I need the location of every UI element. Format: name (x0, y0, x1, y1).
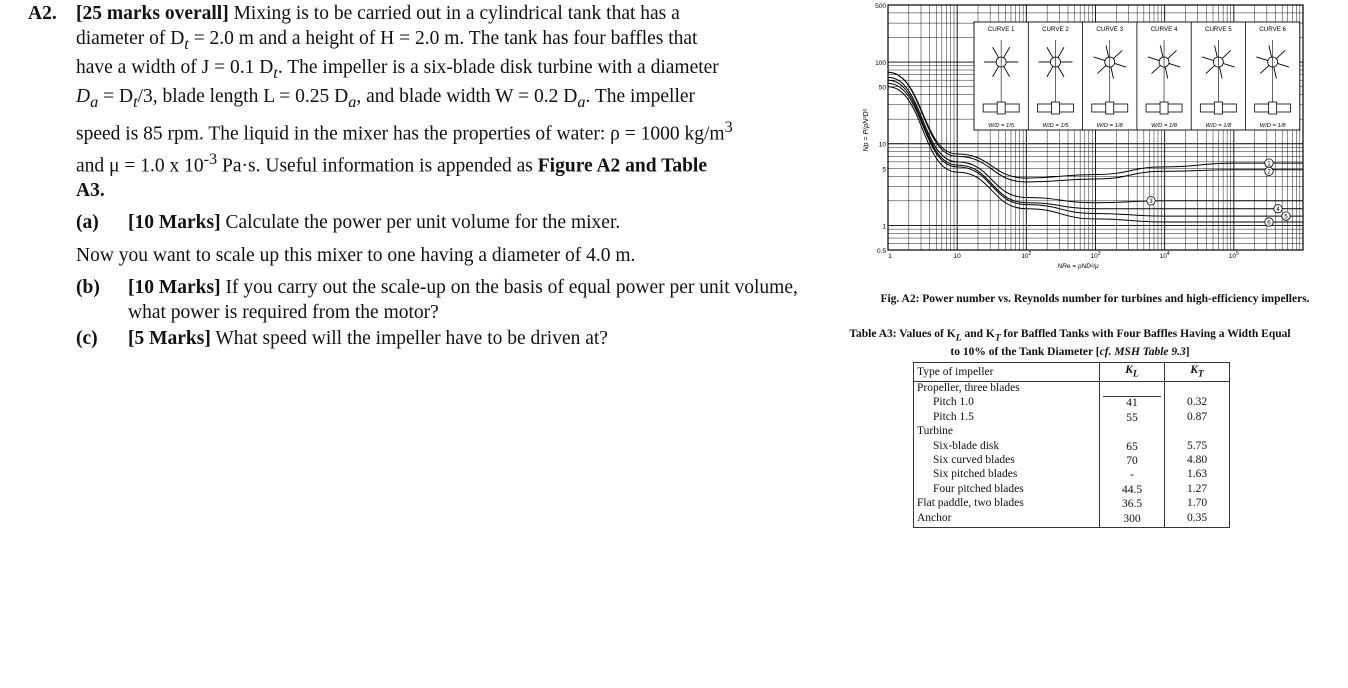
kt-value: 1.27 (1186, 482, 1208, 495)
part-a (28, 211, 798, 236)
curve-marker-number: 1 (1267, 160, 1271, 168)
kl-kt-table (913, 362, 1230, 528)
intro-line: . The impeller is a six-blade disk turbine with a diameter (277, 56, 719, 78)
sub-a: a (90, 93, 99, 112)
part-b-marks: [10 Marks] (128, 277, 221, 299)
kt-value: 0.35 (1186, 511, 1208, 524)
impeller-type-name: Four pitched blades (933, 482, 1024, 495)
y-tick-label: 500 (875, 3, 886, 10)
question-marks: [25 marks overall] (76, 3, 229, 24)
intro-line: speed is 85 rpm. The liquid in the mixer has the properties of water: ρ = 1000 kg/m (76, 123, 725, 145)
impeller-hub-side-icon (1106, 102, 1114, 114)
table-header-row (914, 363, 1230, 382)
impeller-hub-side-icon (1269, 102, 1277, 114)
impeller-type-name: Pitch 1.5 (933, 410, 974, 423)
question-block (28, 2, 798, 352)
part-c (28, 327, 798, 352)
sub-t: t (273, 63, 278, 82)
intro-line: Pa·s. Useful information is appended as (217, 155, 533, 177)
kt-value: 0.87 (1186, 410, 1208, 423)
kl-value: 44.5 (1121, 483, 1143, 496)
y-tick-label: 100 (875, 60, 886, 68)
curve-label: CURVE 2 (1042, 26, 1069, 33)
header-type: Type of impeller (914, 363, 1100, 382)
x-tick-exponent: 5 (1236, 251, 1239, 257)
kl-value: 41 (1103, 396, 1161, 411)
sup-neg3: -3 (203, 149, 218, 168)
intro-line: . The impeller (585, 86, 696, 108)
intro-line: Mixing is to be carried out in a cylindrical tank that has a (233, 3, 680, 24)
part-a-text: Calculate the power per unit volume for the mixer. (225, 212, 621, 234)
kl-value: 36.5 (1121, 498, 1143, 511)
y-tick-label: 10 (878, 141, 886, 149)
curve-label: CURVE 1 (987, 26, 1015, 33)
x-axis-label: NRe = ρND²/μ (1057, 263, 1099, 270)
x-tick-label: 10 (953, 253, 961, 260)
intro-line: diameter of D (76, 27, 185, 49)
kl-value: - (1130, 469, 1134, 482)
question-number: A2. (28, 3, 57, 24)
curve-marker-number: 4 (1276, 206, 1280, 214)
kl-value: 55 (1126, 411, 1138, 424)
wd-ratio-label: W/D = 1/5 (1042, 123, 1069, 129)
impeller-diagrams (974, 22, 1300, 130)
header-kl-sub: L (1132, 367, 1139, 379)
curve-marker-number: 2 (1267, 168, 1271, 176)
impeller-type-name: Six-blade disk (933, 439, 1000, 452)
y-tick-label: 0.5 (876, 248, 886, 255)
part-a-label: (a) (76, 212, 99, 234)
x-tick-exponent: 3 (1097, 251, 1101, 257)
x-tick-exponent: 4 (1166, 251, 1170, 257)
figure-reference: Figure A2 and Table (537, 155, 708, 177)
x-tick-label: $10^2$ (1021, 251, 1032, 260)
header-kt (1165, 363, 1230, 382)
table-body-row (914, 382, 1230, 528)
impeller-hub-side-icon (1214, 102, 1222, 114)
kl-value: 70 (1126, 454, 1138, 467)
scale-up-text: Now you want to scale up this mixer to one having a diameter of 4.0 m. (76, 244, 636, 266)
caption-part: ] (1185, 346, 1190, 359)
x-tick-label: $10^5$ (1228, 251, 1239, 260)
curve-label: CURVE 3 (1096, 26, 1124, 33)
part-c-label: (c) (76, 328, 98, 350)
intro-line: = D (98, 86, 134, 108)
x-tick-label: 1 (888, 253, 892, 260)
intro-line: = 2.0 m and a height of H = 2.0 m. The tank has four baffles that (188, 27, 698, 49)
intro-line: have a width of J = 0.1 D (76, 56, 274, 78)
impeller-type-name: Propeller, three blades (917, 382, 1020, 394)
impeller-hub-side-icon (1160, 102, 1168, 114)
caption-part: and K (961, 328, 995, 340)
header-kt-sub: T (1197, 367, 1204, 379)
power-number-chart (848, 0, 1308, 290)
part-b-label: (b) (76, 277, 100, 299)
curve-label: CURVE 4 (1150, 26, 1178, 33)
x-tick-label: $10^4$ (1159, 251, 1170, 260)
power-number-figure (848, 0, 1308, 290)
y-tick-label: 50 (878, 84, 886, 92)
kl-value (1103, 382, 1161, 396)
curve-marker-number: 3 (1149, 198, 1153, 206)
intro-line: and μ = 1.0 x 10 (76, 155, 204, 177)
wd-ratio-label: W/D = 1/8 (1151, 123, 1178, 129)
y-tick-label: 1 (882, 223, 886, 231)
figure-caption: Fig. A2: Power number vs. Reynolds number for turbines and high-efficiency impellers. (880, 293, 1310, 305)
wd-ratio-label: W/D = 1/8 (1205, 123, 1232, 129)
wd-ratio-label: W/D = 1/8 (1096, 123, 1123, 129)
question-intro (28, 2, 798, 203)
curve-label: CURVE 6 (1259, 26, 1287, 33)
intro-line: , and blade width W = 0.2 D (356, 86, 578, 108)
part-c-marks: [5 Marks] (128, 328, 211, 350)
curve-label: CURVE 5 (1204, 26, 1232, 33)
sup-3: 3 (724, 117, 733, 136)
kt-value: 5.75 (1186, 439, 1208, 452)
part-c-text: What speed will the impeller have to be driven at? (215, 328, 608, 350)
curve-marker-number: 5 (1284, 213, 1288, 221)
impeller-names (914, 382, 1100, 528)
caption-part: Table A3: Values of K (849, 328, 956, 340)
kt-value: 4.80 (1186, 453, 1208, 466)
wd-ratio-label: W/D = 1/8 (1259, 123, 1286, 129)
part-b (28, 276, 798, 325)
sub-t: t (133, 93, 138, 112)
impeller-type-name: Flat paddle, two blades (917, 497, 1024, 510)
impeller-hub-side-icon (1051, 102, 1059, 114)
wd-ratio-label: W/D = 1/5 (988, 123, 1015, 129)
curve-marker-number: 6 (1267, 219, 1271, 227)
sub-t: t (184, 34, 189, 53)
impeller-type-name: Six curved blades (933, 453, 1015, 466)
kt-value (1168, 425, 1226, 439)
kt-value: 1.70 (1186, 497, 1208, 510)
part-a-marks: [10 Marks] (128, 212, 221, 234)
x-tick-exponent: 2 (1028, 251, 1032, 257)
header-kl (1100, 363, 1165, 382)
intro-line: D (76, 86, 91, 108)
kt-value: 1.63 (1186, 468, 1208, 481)
impeller-type-name: Anchor (917, 511, 952, 524)
kt-values (1165, 382, 1230, 528)
kt-value: 0.32 (1186, 396, 1208, 409)
table-reference: A3. (76, 179, 105, 201)
header-kl-k: K (1125, 363, 1133, 376)
caption-cf: cf. MSH Table 9.3 (1099, 346, 1186, 359)
caption-sub: T (994, 332, 1001, 344)
sub-a: a (577, 93, 586, 112)
header-kt-k: K (1190, 363, 1198, 376)
kl-values (1100, 382, 1165, 528)
kl-value: 300 (1123, 512, 1141, 525)
kt-value (1168, 382, 1226, 396)
kl-value (1103, 426, 1161, 440)
y-axis-label: Np = P/ρN³D⁵ (863, 108, 870, 152)
y-tick-label: 5 (882, 166, 886, 174)
sub-a: a (348, 93, 357, 112)
caption-part: for Baffled Tanks with Four Baffles Having a Width Equal to 10% of the Tank Diameter [ (950, 328, 1291, 359)
intro-line: /3, blade length L = 0.25 D (137, 86, 349, 108)
impeller-type-name: Turbine (917, 425, 953, 438)
caption-sub: L (955, 332, 962, 344)
impeller-hub-side-icon (997, 102, 1005, 114)
impeller-type-name: Six pitched blades (933, 468, 1018, 481)
part-b-text: If you carry out the scale-up on the basis of equal power per unit volume, what power is required from the motor? (128, 277, 798, 323)
impeller-type-name: Pitch 1.0 (933, 396, 974, 409)
kl-value: 65 (1126, 440, 1138, 453)
x-tick-label: $10^3$ (1090, 251, 1101, 260)
table-caption (846, 327, 1294, 359)
